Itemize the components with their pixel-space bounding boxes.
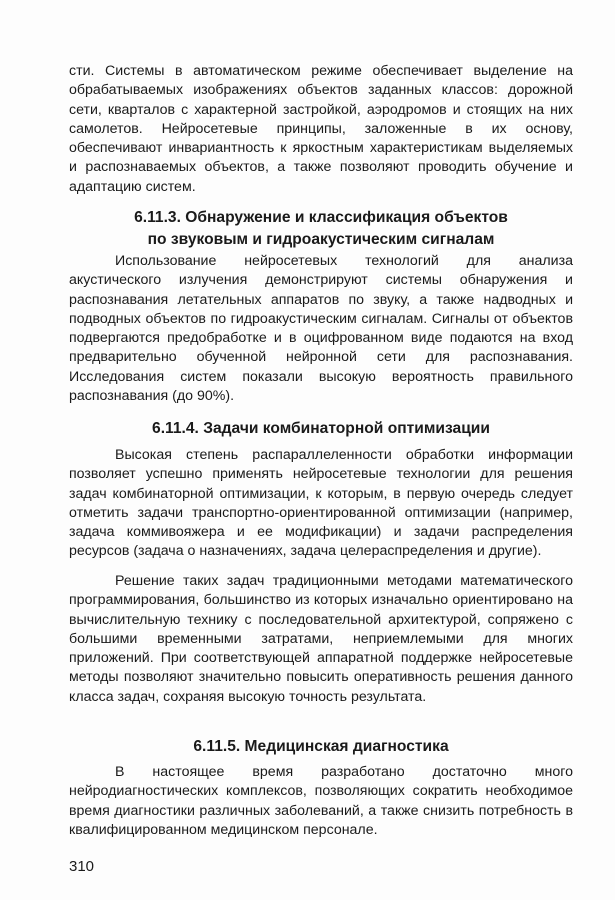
page-number: 310 [69,858,95,875]
paragraph-combinatorial-2: Решение таких задач традиционными методами математического программирования, большинство из которых изначально ориентировано на вычислительную технику с последовательной архитектурой, сопряжено с большими временными затратами, неприемлемыми для многих приложений. При соответствующей аппаратной поддержке нейросетевые методы позволяют значительно повысить оперативность решения данного класса задач, сохраняя высокую точность результата. [69,573,573,705]
paragraph-medical: В настоящее время разработано достаточно много нейродиагностических комплексов, позволяющих сократить необходимое время диагностики различных заболеваний, а также снизить потребность в квалифицированном медицинском персонале. [69,764,573,838]
paragraph-acoustic: Использование нейросетевых технологий для анализа акустического излучения демонстрируют системы обнаружения и распознавания летательных аппаратов по звуку, а также надводных и подводных объектов по гидроакустическим сигналам. Сигналы от объектов подвергаются предобработке и в оцифрованном виде подаются на вход предварительно обученной нейронной сети для распознавания. Исследования систем показали высокую вероятность правильного распознавания (до 90%). [69,253,573,405]
heading-line-2: по звуковым и гидроакустическим сигналам [147,231,495,248]
section-heading-6-11-4: 6.11.4. Задачи комбинаторной оптимизации [152,420,490,437]
heading-line-1: 6.11.3. Обнаружение и классификация объектов [134,209,508,226]
paragraph-combinatorial-1: Высокая степень распараллеленности обработки информации позволяет успешно применять нейросетевые технологии для решения задач комбинаторной оптимизации, к которым, в первую очередь следует отметить задачи транспортно-ориентированной оптимизации (например, задача коммивояжера и ее модификации) и задачи распределения ресурсов (задача о назначениях, задача целераспределения и другие). [69,447,573,560]
section-heading-6-11-3 [69,207,573,251]
section-heading-6-11-5: 6.11.5. Медицинская диагностика [193,738,449,755]
paragraph-intro: сти. Системы в автоматическом режиме обеспечивает выделение на обрабатываемых изображениях объектов заданных классов: дорожной сети, кварталов с характерной застройкой, аэродромов и стоящих на них самолетов. Нейросетевые принципы, заложенные в их основу, обеспечивают инвариантность к яркостным характеристикам выделяемых и распознаваемых объектов, а также позволяют проводить обучение и адаптацию систем. [69,63,573,195]
